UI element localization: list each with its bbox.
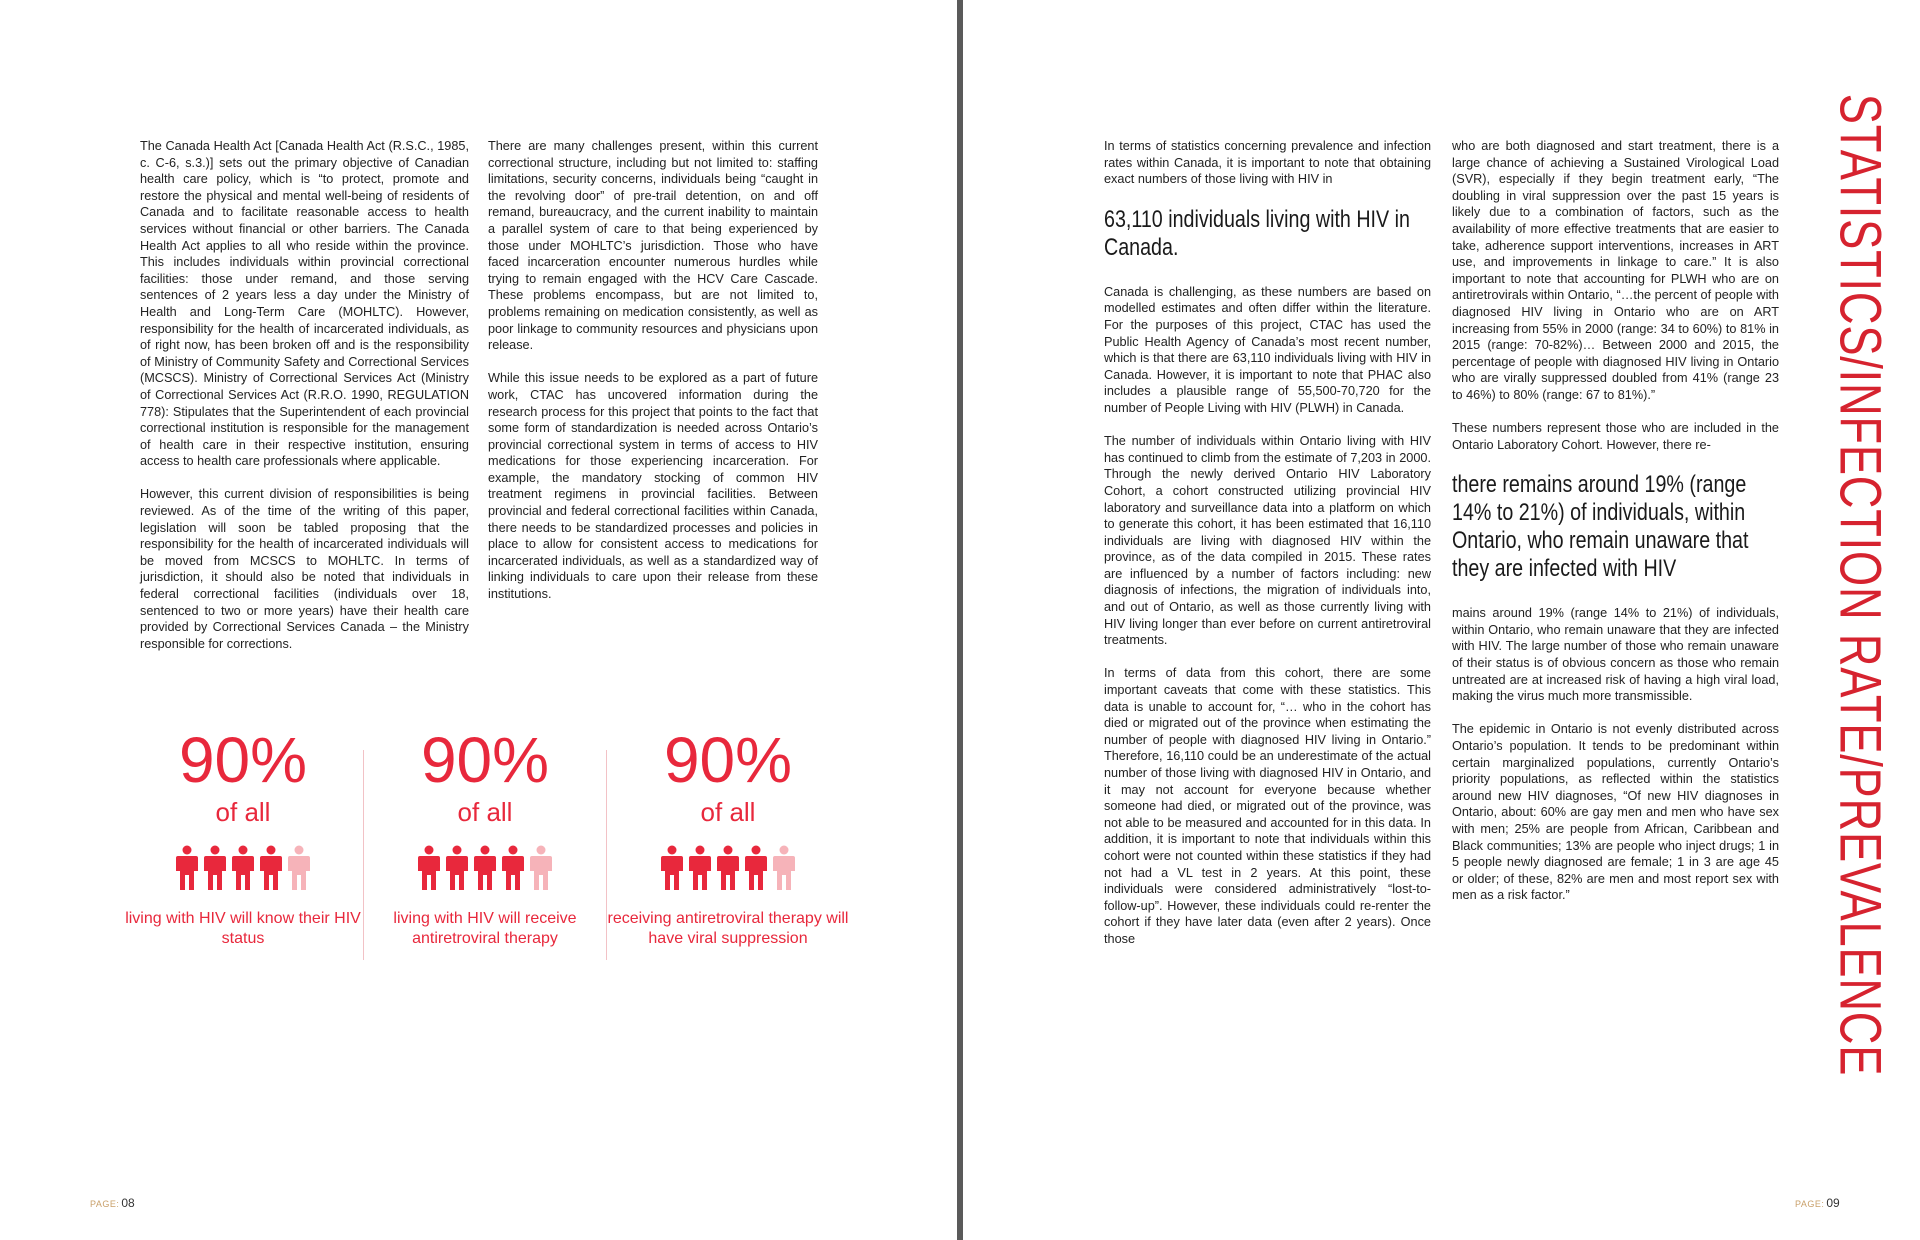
stat-caption: living with HIV will know their HIV status — [125, 910, 361, 947]
page-label: PAGE: — [90, 1199, 120, 1209]
right-page — [963, 0, 1920, 1240]
person-icon — [259, 845, 283, 891]
paragraph: mains around 19% (range 14% to 21%) of individuals, within Ontario, who remain unaware that they are infected with HIV. The large number of those who remain unaware of their status is of obvious concern as those who remain untreated are at increased risk of having a high viral load, making the virus much more transmissible. — [1452, 606, 1779, 704]
person-icon — [445, 845, 469, 891]
left-column-1 — [140, 138, 469, 669]
page-label: PAGE: — [1795, 1199, 1825, 1209]
people-icon-row — [363, 845, 607, 895]
stat-block-know-status — [121, 725, 365, 949]
paragraph: These numbers represent those who are included in the Ontario Laboratory Cohort. However, there re- — [1452, 421, 1779, 452]
person-icon — [529, 845, 553, 891]
stat-of-all: of all — [215, 797, 271, 827]
paragraph: In terms of data from this cohort, there are some important caveats that come with these statistics. This data is unable to account for, “… who in the cohort has died or migrated out of the province when estimating the number of people with diagnosed HIV living in Ontario.” Therefore, 16,110 could be an underestimate of the actual number of those living with diagnosed HIV in Ontario, and it may not account for everyone because whether someone had died, or migrated out of the province, was not able to be measured and accounted for in this data. In addition, it is important to note that individuals within this cohort were not counted within these statistics if they had not had a VL test in 2 years. At this point, these individuals were considered administratively “lost-to-follow-up”. However, these individuals could re-renter the cohort if they have later data (even after 2 years). Once those — [1104, 666, 1431, 946]
person-icon — [772, 845, 796, 891]
left-page — [0, 0, 957, 1240]
stat-block-receive-art — [363, 725, 607, 949]
person-icon — [287, 845, 311, 891]
section-title-text: STATISTICS/INFECTION RATE/PREVALENCE — [1827, 93, 1893, 1077]
paragraph: The Canada Health Act [Canada Health Act (R.S.C., 1985, c. C-6, s.3.)] sets out the primary objective of Canadian health care policy, which is “to protect, promote and restore the physical and mental well-being of residents of Canada and to facilitate reasonable access to health services without financial or other barriers. The Canada Health Act applies to all who reside within the province. This includes individuals within provincial correctional facilities: those under remand, and those serving sentences of 2 years less a day under the Ministry of Health and Long-Term Care (MOHLTC). However, responsibility for the health of incarcerated individuals, as of right now, has been broken off and is the responsibility of Ministry of Community Safety and Correctional Services (MCSCS). Ministry of Correctional Services Act (Ministry of Correctional Services Act (R.R.O. 1990, REGULATION 778): Stipulates that the Superintendent of each provincial correctional institution is responsible for the management of health care in their respective institution, ensuring access to health care professionals where applicable. — [140, 139, 469, 469]
stat-of-all: of all — [457, 797, 513, 827]
paragraph: Canada is challenging, as these numbers are based on modelled estimates and often differ within the literature. For the purposes of this project, CTAC has used the Public Health Agency of Canada’s most recent number, which is that there are 63,110 individuals living with HIV in Canada. However, it is important to note that PHAC also includes a plausible range of 55,500-70,720 for the number of People Living with HIV (PLWH) in Canada. — [1104, 284, 1431, 415]
stat-percent: 90% — [420, 724, 550, 796]
paragraph: In terms of statistics concerning prevalence and infection rates within Canada, it is important to note that obtaining exact numbers of those living with HIV in — [1104, 139, 1431, 187]
paragraph: While this issue needs to be explored as a part of future work, CTAC has uncovered information during the research process for this project that points to the fact that some form of standardization is needed across Ontario’s provincial correctional system in terms of access to HIV medications for those experiencing incarceration. For example, the mandatory stocking of common HIV treatment regimens in provincial facilities. Between provincial and federal correctional facilities within Canada, there needs to be standardized processes and policies in place to allow for consistent access to medications for incarcerated individuals, as well as a standardized way of linking individuals to care upon their release from these institutions. — [488, 371, 818, 602]
paragraph: There are many challenges present, within this current correctional structure, including but not limited to: staffing limitations, security concerns, individuals being “caught in the revolving door” of pre-trail detention, on and off remand, bureaucracy, and the current inability to maintain a parallel system of care to that being experienced by those under MOHLTC’s jurisdiction. Those who have faced incarceration encounter numerous hurdles while trying to remain engaged with the HCV Care Cascade. These problems encompass, but are not limited to, problems remaining on medication consistently, as well as poor linkage to community resources and physicians upon release. — [488, 139, 818, 353]
person-icon — [473, 845, 497, 891]
person-icon — [501, 845, 525, 891]
page-number — [90, 1196, 135, 1210]
right-column-2 — [1452, 138, 1779, 921]
vertical-section-title — [1810, 93, 1910, 1077]
paragraph: The number of individuals within Ontario living with HIV has continued to climb from the estimate of 7,203 in 2000. Through the newly derived Ontario HIV Laboratory Cohort, a cohort constructed utilizing provincial HIV laboratory and surveillance data into a platform on which to generate this cohort, it has been estimated that 16,110 individuals are living with diagnosed HIV within the province, as of the data compiled in 2015. These rates are influenced by a number of factors including: new diagnosis of infections, the migration of individuals into, and out of Ontario, as well as those currently living with HIV living longer than ever before on current antiretroviral treatments. — [1104, 434, 1431, 648]
person-icon — [716, 845, 740, 891]
pull-quote: there remains around 19% (range 14% to 21%) of individuals, within Ontario, who remain unaware that they are infected with HIV — [1452, 471, 1749, 583]
person-icon — [688, 845, 712, 891]
stat-caption: receiving antiretroviral therapy will have viral suppression — [607, 910, 849, 947]
person-icon — [231, 845, 255, 891]
stat-of-all: of all — [700, 797, 756, 827]
page-number-value: 09 — [1826, 1196, 1840, 1210]
pull-quote: 63,110 individuals living with HIV in Canada. — [1104, 205, 1410, 261]
stat-percent: 90% — [178, 724, 308, 796]
paragraph: However, this current division of responsibilities is being reviewed. As of the time of the writing of this paper, legislation will soon be tabled proposing that the responsibility for the health of incarcerated individuals will be moved from MCSCS to MOHLTC. In terms of jurisdiction, it should also be noted that individuals in federal correctional facilities (individuals over 18, sentenced to two or more years) have their health care provided by Correctional Services Canada – the Ministry responsible for corrections. — [140, 487, 469, 651]
person-icon — [175, 845, 199, 891]
person-icon — [744, 845, 768, 891]
paragraph: The epidemic in Ontario is not evenly distributed across Ontario’s population. It tends to be predominant within certain marginalized populations, currently Ontario’s priority populations, as reflected within the statistics around new HIV diagnoses, “Of new HIV diagnoses in Ontario, about: 60% are gay men and men who have sex with men; 25% are people from African, Caribbean and Black communities; 13% are people who inject drugs; 1 in 5 people newly diagnosed are female; 1 in 3 are age 45 or older; of these, 82% are men and most report sex with men as a risk factor.” — [1452, 722, 1779, 903]
stat-caption: living with HIV will receive antiretroviral therapy — [393, 910, 577, 947]
person-icon — [660, 845, 684, 891]
right-column-1 — [1104, 138, 1431, 964]
page-number — [1795, 1196, 1840, 1210]
paragraph: who are both diagnosed and start treatment, there is a large chance of achieving a Sustained Virological Load (SVR), especially if they begin treatment early, “The doubling in viral suppression over the past 15 years is likely due to a combination of factors, such as the availability of more effective treatments that are easier to take, adherence support interventions, increases in ART use, and improvements in linkage to care.” It is also important to note that accounting for PLWH who are on antiretrovirals within Ontario, “…the percent of people with diagnosed HIV living in Ontario who are on ART increasing from 55% in 2000 (range: 34 to 60%) to 81% in 2015 (range: 70-82%)… Between 2000 and 2015, the percentage of people with diagnosed HIV living in Ontario who are virally suppressed doubled from 41% (range 23 to 46%) to 80% (range: 67 to 81%).” — [1452, 139, 1779, 402]
people-icon-row — [606, 845, 850, 895]
page-number-value: 08 — [121, 1196, 135, 1210]
stat-percent: 90% — [663, 724, 793, 796]
left-column-2 — [488, 138, 818, 619]
people-icon-row — [121, 845, 365, 895]
person-icon — [417, 845, 441, 891]
stat-block-viral-suppression — [606, 725, 850, 949]
person-icon — [203, 845, 227, 891]
